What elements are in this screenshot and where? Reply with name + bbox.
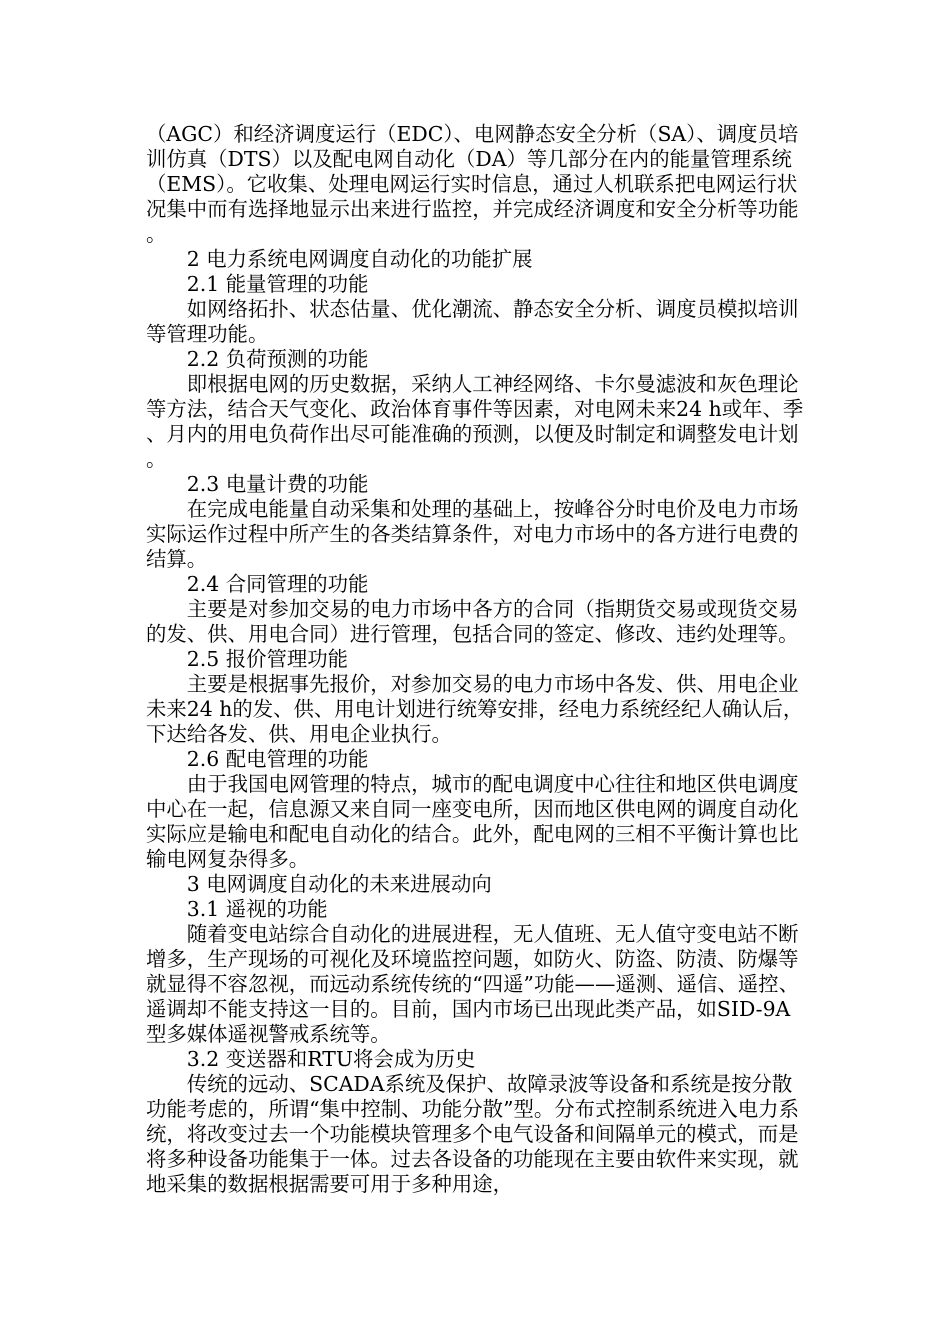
body-paragraph-intro: （AGC）和经济调度运行（EDC）、电网静态安全分析（SA）、调度员培训仿真（DTS）以及配电网自动化（DA）等几部分在内的能量管理系统（EMS）。它收集、处理电网运行实时信息，通过人机联系把电网运行状况集中而有选择地显示出来进行监控，并完成经济调度和安全分析等功能。 (146, 122, 799, 246)
subsection-heading-2-4: 2.4 合同管理的功能 (186, 572, 369, 596)
document-page (146, 122, 806, 1197)
subsection-heading-3-2: 3.2 变送器和RTU将会成为历史 (186, 1047, 476, 1071)
subsection-heading-2-1: 2.1 能量管理的功能 (186, 272, 369, 296)
section-heading-3: 3 电网调度自动化的未来进展动向 (186, 872, 492, 896)
body-paragraph-3-1: 随着变电站综合自动化的进展进程，无人值班、无人值守变电站不断增多，生产现场的可视化及环境监控问题，如防火、防盗、防渍、防爆等就显得不容忽视，而远动系统传统的“四遥”功能——遥测、遥信、遥控、遥调却不能支持这一目的。目前，国内市场已出现此类产品，如SID-9A型多媒体遥视警戒系统等。 (146, 922, 799, 1046)
subsection-heading-2-3: 2.3 电量计费的功能 (186, 472, 369, 496)
body-paragraph-2-1: 如网络拓扑、状态估量、优化潮流、静态安全分析、调度员模拟培训等管理功能。 (146, 297, 799, 346)
subsection-heading-2-6: 2.6 配电管理的功能 (186, 747, 369, 771)
section-heading-2: 2 电力系统电网调度自动化的功能扩展 (186, 247, 533, 271)
subsection-heading-2-5: 2.5 报价管理功能 (186, 647, 349, 671)
body-paragraph-2-4: 主要是对参加交易的电力市场中各方的合同（指期货交易或现货交易的发、供、用电合同）进行管理，包括合同的签定、修改、违约处理等。 (146, 597, 799, 646)
body-paragraph-2-6: 由于我国电网管理的特点，城市的配电调度中心往往和地区供电调度中心在一起，信息源又来自同一座变电所，因而地区供电网的调度自动化实际应是输电和配电自动化的结合。此外，配电网的三相不平衡计算也比输电网复杂得多。 (146, 772, 799, 871)
body-paragraph-2-2: 即根据电网的历史数据，采纳人工神经网络、卡尔曼滤波和灰色理论等方法，结合天气变化、政治体育事件等因素，对电网未来24 h或年、季、月内的用电负荷作出尽可能准确的预测，以便及时制定和调整发电计划。 (146, 372, 804, 471)
body-paragraph-3-2: 传统的远动、SCADA系统及保护、故障录波等设备和系统是按分散功能考虑的，所谓“集中控制、功能分散”型。分布式控制系统进入电力系统，将改变过去一个功能模块管理多个电气设备和间隔单元的模式，而是将多种设备功能集于一体。过去各设备的功能现在主要由软件来实现，就地采集的数据根据需要可用于多种用途， (146, 1072, 799, 1196)
subsection-heading-3-1: 3.1 遥视的功能 (186, 897, 328, 921)
body-paragraph-2-5: 主要是根据事先报价，对参加交易的电力市场中各发、供、用电企业未来24 h的发、供、用电计划进行统筹安排，经电力系统经纪人确认后，下达给各发、供、用电企业执行。 (146, 672, 804, 746)
subsection-heading-2-2: 2.2 负荷预测的功能 (186, 347, 369, 371)
body-paragraph-2-3: 在完成电能量自动采集和处理的基础上，按峰谷分时电价及电力市场实际运作过程中所产生的各类结算条件，对电力市场中的各方进行电费的结算。 (146, 497, 799, 571)
